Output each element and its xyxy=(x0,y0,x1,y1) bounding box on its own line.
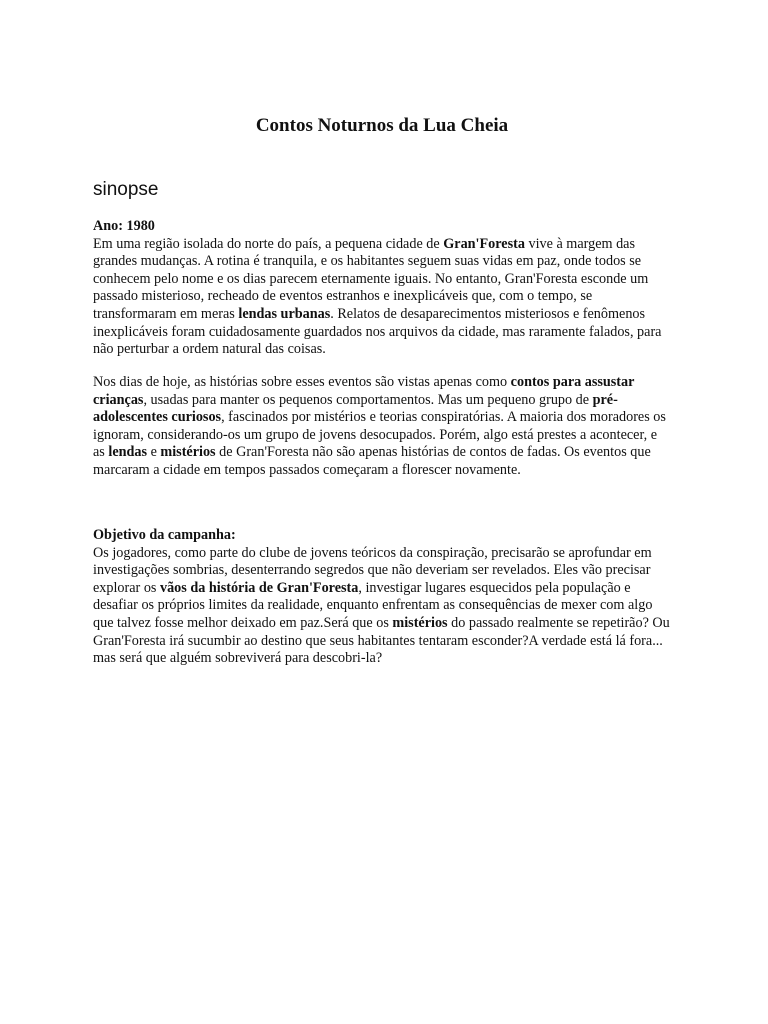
text-run: do passado realmente se repetirão? Ou Gran'Foresta irá sucumbir ao destino que seus habitantes tentaram esconder?A verdade está lá fora... mas será que alguém sobreviverá para descobri-la? xyxy=(93,614,670,667)
campaign-objective-block xyxy=(93,527,671,668)
text-run: , fascinados por mistérios e teorias conspiratórias. A maioria dos moradores os ignoram, considerando-os um grupo de jovens desocupados. Porém, algo está prestes a acontecer, e as xyxy=(93,409,666,461)
objective-label: Objetivo da campanha: xyxy=(93,527,236,543)
bold-run: lendas urbanas xyxy=(238,305,331,322)
synopsis-paragraph-1 xyxy=(93,236,671,359)
year-label: Ano: 1980 xyxy=(93,218,155,234)
document-title: Contos Noturnos da Lua Cheia xyxy=(255,115,509,136)
text-run: Nos dias de hoje, as histórias sobre esses eventos são vistas apenas como xyxy=(93,374,511,390)
bold-run: vãos da história de Gran'Foresta xyxy=(159,579,359,596)
synopsis-intro-block xyxy=(93,218,671,359)
text-run: . Relatos de desaparecimentos misteriosos e fenômenos inexplicáveis foram cuidadosamente guardados nos arquivos da cidade, mas raramente falados, para não perturbar a ordem natural das coisas. xyxy=(93,305,662,358)
synopsis-paragraph-2-block xyxy=(93,374,671,480)
synopsis-paragraph-2 xyxy=(93,374,671,480)
bold-run: mistérios xyxy=(392,614,448,631)
bold-run: mistérios xyxy=(160,444,216,461)
text-run: vive à margem das grandes mudanças. A rotina é tranquila, e os habitantes seguem suas vidas em paz, onde todos se conhecem pelo nome e os dias parecem eternamente iguais. No entanto, Gran'Foresta esconde um passado misterioso, recheado de eventos estranhos e inexplicáveis que, com o tempo, se transformaram em meras xyxy=(93,235,649,322)
text-run: , investigar lugares esquecidos pela população e desafiar os próprios limites da realidade, enquanto enfrentam as consequências de mexer com algo que talvez fosse melhor deixado em paz.Será que os xyxy=(93,579,653,631)
text-run: de Gran'Foresta não são apenas histórias de contos de fadas. Os eventos que marcaram a cidade em tempos passados começaram a florescer novamente. xyxy=(93,444,651,478)
text-run: Em uma região isolada do norte do país, a pequena cidade de xyxy=(93,235,444,252)
section-heading-sinopse: sinopse xyxy=(93,179,159,200)
text-run: , usadas para manter os pequenos comportamentos. Mas um pequeno grupo de xyxy=(143,391,593,408)
objective-paragraph xyxy=(93,545,671,668)
text-run: Os jogadores, como parte do clube de jovens teóricos da conspiração, precisarão se aprofundar em investigações sombrias, desenterrando segredos que não deveriam ser revelados. Eles vão precisar explorar os xyxy=(93,544,652,596)
bold-run: lendas xyxy=(108,444,148,461)
text-run: e xyxy=(147,444,161,461)
bold-run: contos para assustar crianças xyxy=(93,374,635,408)
bold-run: Gran'Foresta xyxy=(443,235,525,252)
bold-run: pré-adolescentes curiosos xyxy=(93,391,618,426)
